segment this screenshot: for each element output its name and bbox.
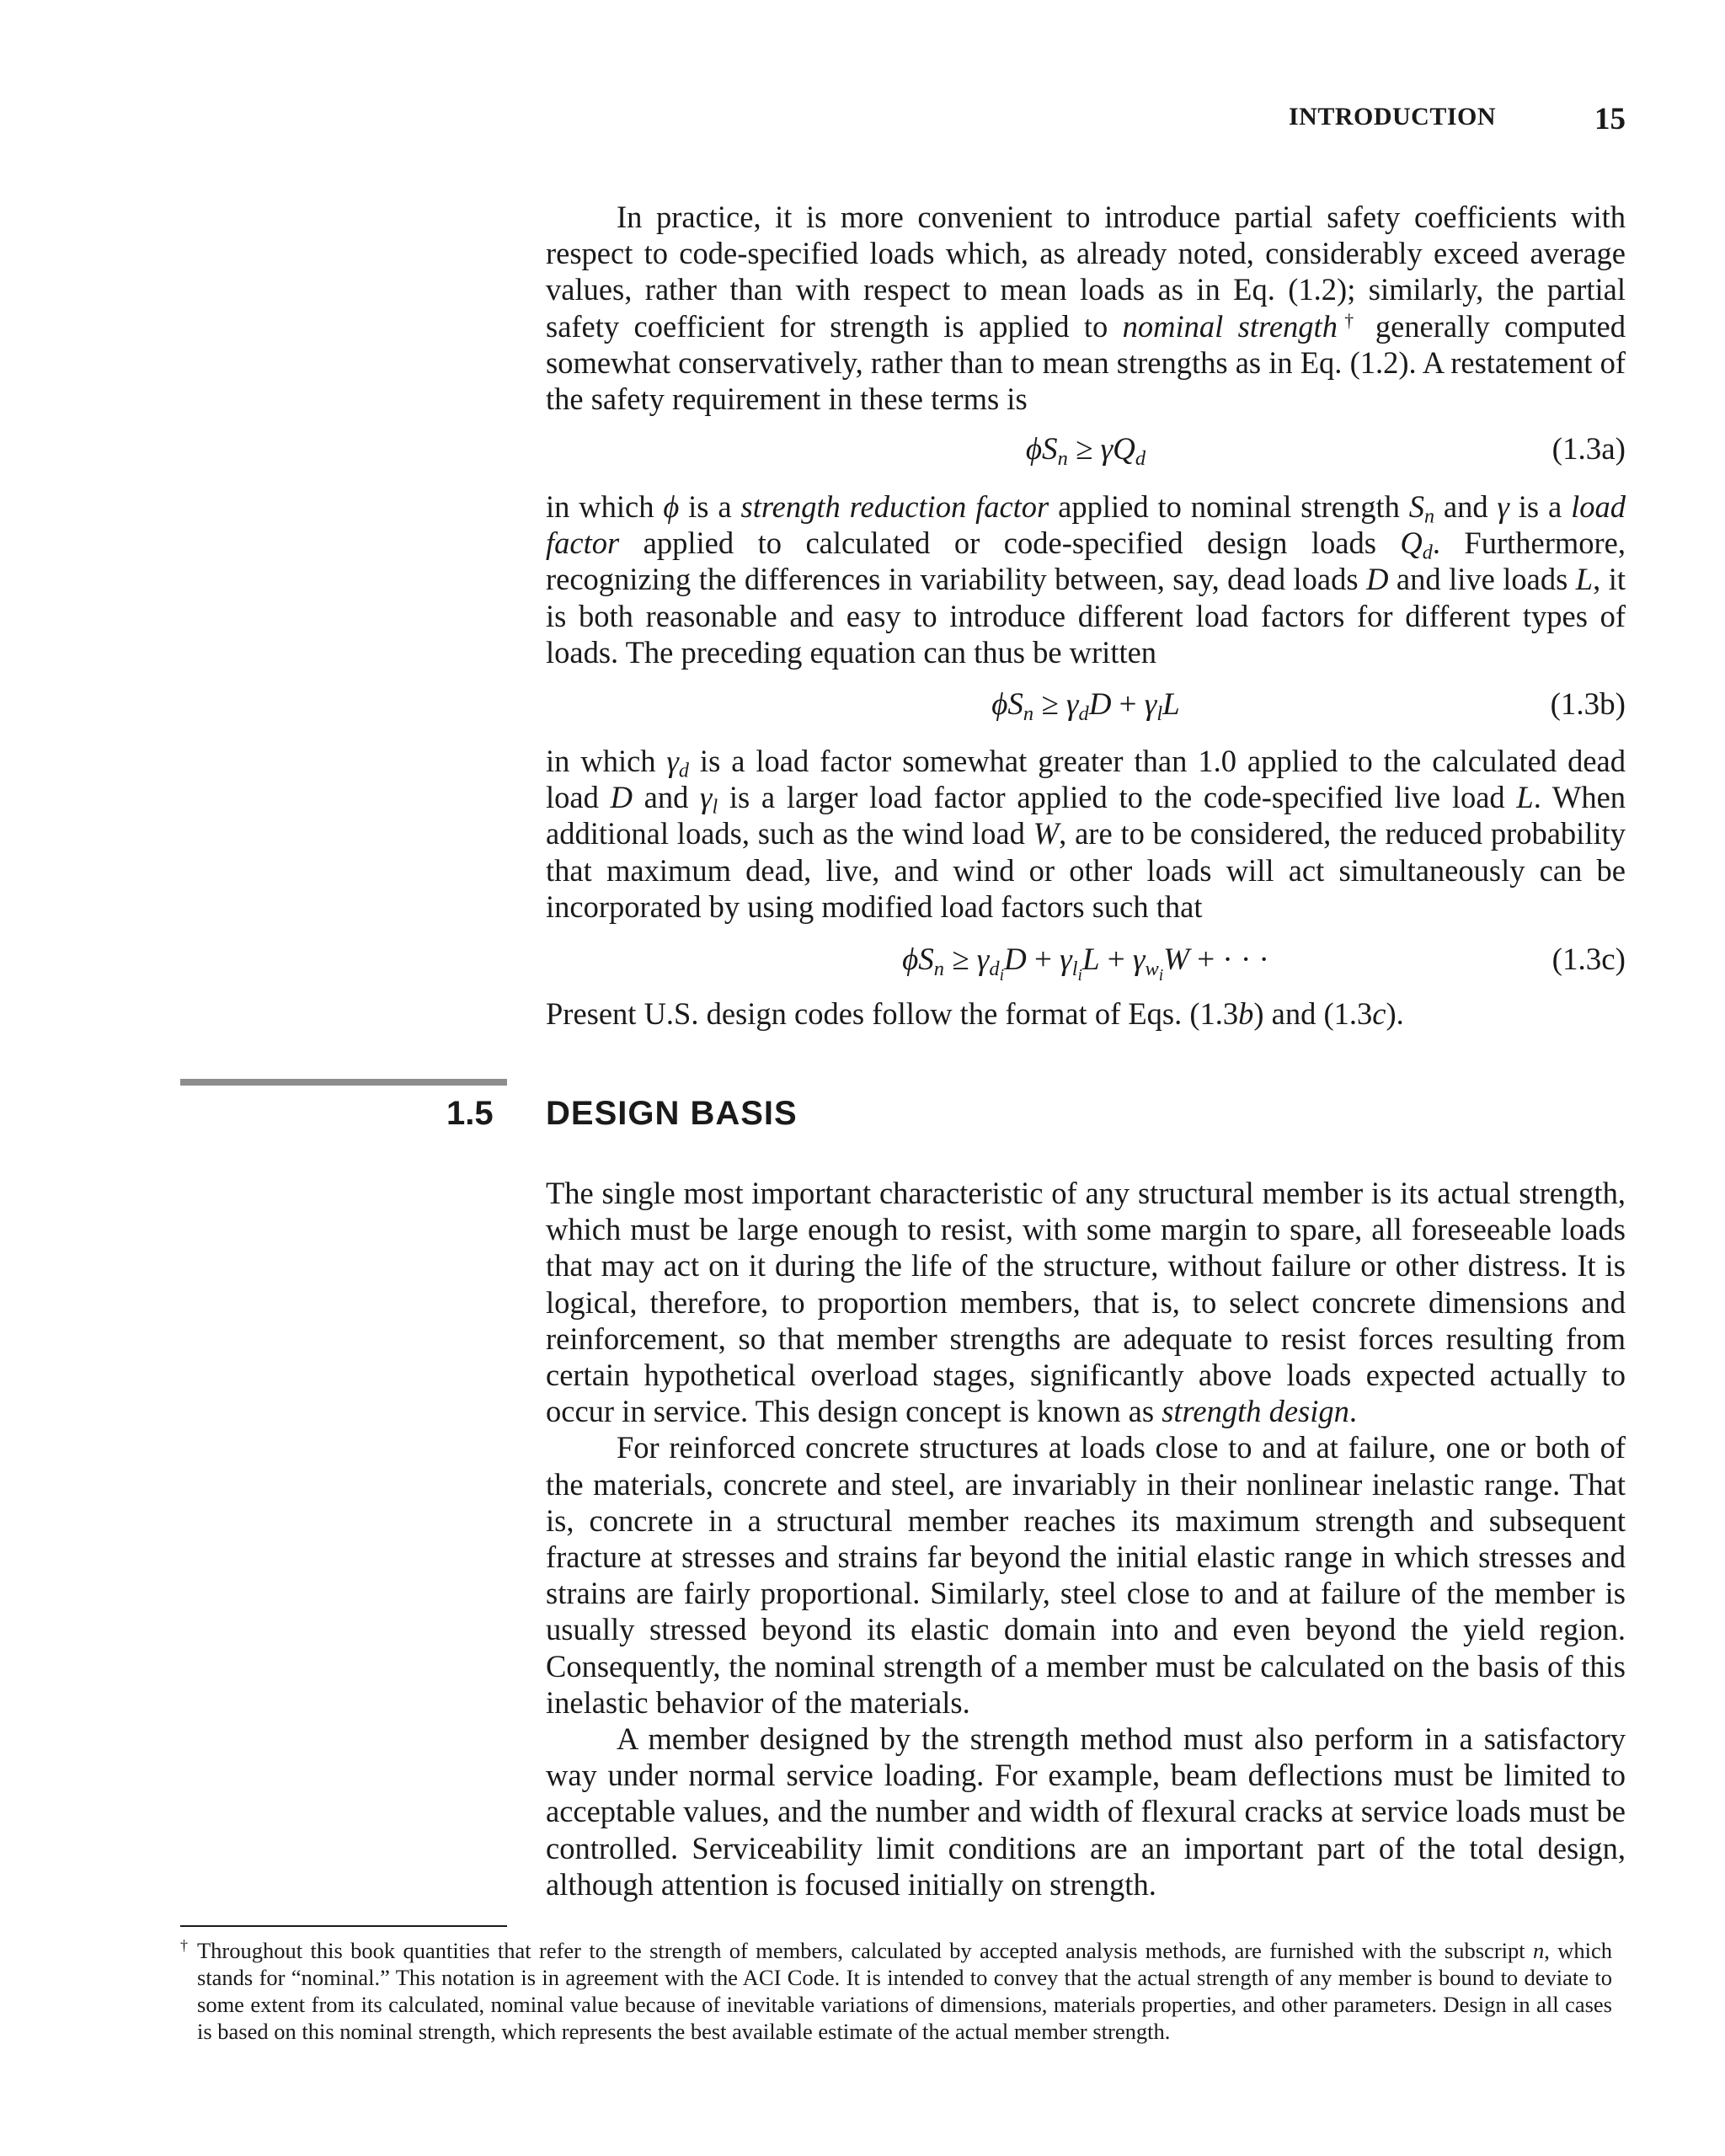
paragraph-partial-safety: In practice, it is more convenient to introduce partial safety coefficients with respect to code-specified loads which, as already noted, considerably exceed average values, rather than with respect to mean loads as in Eq. (1.2); similarly, the partial safety coefficient for strength is applied to nominal strength† generally computed somewhat conservatively, rather than to mean strengths as in Eq. (1.2). A restatement of the safety requirement in these terms is <box>546 200 1626 417</box>
section-rule <box>180 1079 507 1086</box>
section-number: 1.5 <box>446 1095 494 1132</box>
equation-number: (1.3b) <box>1550 687 1626 722</box>
term-nominal-strength: nominal strength <box>1122 308 1338 344</box>
footnote: † Throughout this book quantities that refer to the strength of members, calculated by accepted analysis methods, are furnished with the subscript n, which stands for “nominal.” This notation is in agreement with the ACI Code. It is intended to convey that the actual strength of any member is bound to deviate to some extent from its calculated, nominal value because of inevitable variations of dimensions, materials properties, and other parameters. Design in all cases is based on this nominal strength, which represents the best available estimate of the actual member strength. <box>180 1937 1612 2044</box>
paragraph-serviceability: A member designed by the strength method must also perform in a satisfactory way under normal service loading. For example, beam deflections must be limited to acceptable values, and the number and width of flexural cracks at service loads must be controlled. Serviceability limit conditions are an important part of the total design, although attention is focused initially on strength. <box>546 1721 1626 1902</box>
equation-1-3b: $\phi S_n \ge \gamma_dD + \gamma_lL$ (1.3b) <box>991 687 1626 725</box>
paragraph-strength-reduction: in which ϕ is a strength reduction factor applied to nominal strength $S_n$ and γ is a load factor applied to calculated or code-specified design loads $Q_d$. Furthermore, recognizing the differences in variability between, say, dead loads D and live loads L, it is both reasonable and easy to introduce different load factors for different types of loads. The preceding equation can thus be written <box>546 489 1626 670</box>
paragraph-strength-design: The single most important characteristic of any structural member is its actual strength, which must be large enough to resist, with some margin to spare, all foreseeable loads that may act on it during the life of the structure, without failure or other distress. It is logical, therefore, to proportion members, that is, to select concrete dimensions and reinforcement, so that member strengths are adequate to resist forces resulting from certain hypothetical overload stages, significantly above loads expected actually to occur in service. This design concept is known as strength design. <box>546 1176 1626 1429</box>
page-number: 15 <box>1594 102 1626 136</box>
section-body <box>546 1175 1626 1903</box>
section-title: DESIGN BASIS <box>546 1095 798 1132</box>
equation-number: (1.3a) <box>1551 432 1626 467</box>
equation-1-3a: $\phi S_n \ge \gamma Q_d$ (1.3a) <box>1025 432 1626 470</box>
paragraph-inelastic-behavior: For reinforced concrete structures at loads close to and at failure, one or both of the materials, concrete and steel, are invariably in their nonlinear inelastic range. That is, concrete in a structural member reaches its maximum strength and subsequent fracture at stresses and strains far beyond the initial elastic range in which stresses and strains are fairly proportional. Similarly, steel close to and at failure of the member is usually stressed beyond its elastic domain into and even beyond the yield region. Consequently, the nominal strength of a member must be calculated on the basis of this inelastic behavior of the materials. <box>546 1430 1626 1720</box>
paragraph-load-factors: in which $\gamma_d$ is a load factor somewhat greater than 1.0 applied to the calculated dead load D and $\gamma_l$ is a larger load factor applied to the code-specified live load L. When additional loads, such as the wind load W, are to be considered, the reduced probability that maximum dead, live, and wind or other loads will act simultaneously can be incorporated by using modified load factors such that <box>546 744 1626 924</box>
equation-1-3c: $\phi S_n \ge \gamma_{d_i}D + \gamma_{l_i}L + \gamma_{w_i}W$ + · · · (1.3c) <box>902 942 1626 985</box>
running-head <box>1289 103 1626 136</box>
footnote-rule <box>180 1925 507 1927</box>
equation-number: (1.3c) <box>1551 942 1626 977</box>
running-head-title: INTRODUCTION <box>1289 103 1497 131</box>
paragraph-design-codes: Present U.S. design codes follow the format of Eqs. (1.3b) and (1.3c). <box>546 996 1404 1031</box>
footnote-mark: † <box>180 1937 188 1954</box>
term-strength-reduction-factor: strength reduction factor <box>740 489 1049 524</box>
footnote-reference: † <box>1337 309 1361 331</box>
term-load-factor: load factor <box>546 489 1626 561</box>
term-strength-design: strength design <box>1162 1394 1349 1429</box>
